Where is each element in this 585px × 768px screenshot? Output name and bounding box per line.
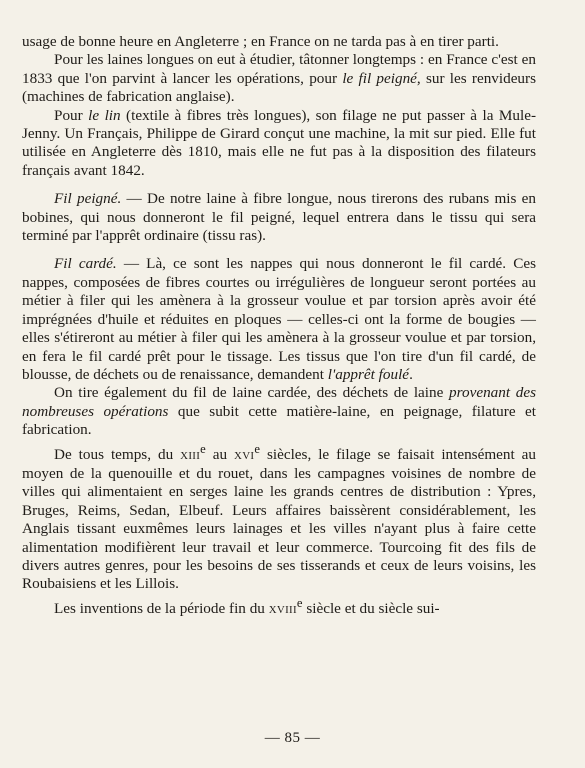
text-run: au <box>205 445 235 463</box>
italic-run: le fil peigné <box>342 69 417 87</box>
paragraph <box>22 190 536 245</box>
page-number: — 85 — <box>264 730 321 746</box>
paragraph <box>22 594 536 619</box>
italic-run: provenant des nombreuses opérations <box>22 384 536 420</box>
text-run: De tous temps, du <box>54 445 181 463</box>
small-caps-run: XVIII <box>268 603 297 616</box>
text-run: usage de bonne heure en Angleterre ; en France on ne tarda pas à en tirer parti. <box>22 33 499 50</box>
paragraph <box>22 440 536 594</box>
small-caps-run: XIII <box>180 449 201 462</box>
italic-run: Fil peigné. <box>54 190 122 208</box>
page-body <box>22 33 536 619</box>
small-caps-run: XVI <box>234 449 255 462</box>
paragraph <box>22 384 536 439</box>
text-run: . <box>409 365 413 383</box>
superscript: e <box>296 595 303 610</box>
text-run: On tire également du fil de laine cardée, des déchets de laine <box>54 384 450 402</box>
italic-run: Fil cardé. <box>54 255 117 273</box>
text-run: que subit cette matière-laine, en peignage, filature et fabrication. <box>22 402 536 439</box>
paragraph <box>22 33 536 51</box>
text-run: siècle et du siècle sui- <box>302 599 440 617</box>
text-run: (textile à fibres très longues), son filage ne put passer à la Mule-Jenny. Un Français, Philippe de Girard conçut une machine, la mit sur pied. Elle fut utilisée en Angleterre dès 1810, mais elle ne fut pas à la disposition des filateurs français avant 1842. <box>22 106 537 179</box>
superscript: e <box>200 441 206 456</box>
text-run: Pour les laines longues on eut à étudier, tâtonner longtemps : en France c'est en 1833 que l'on parvint à lancer les opérations, pour <box>22 51 536 87</box>
text-run: siècles, le filage se faisait intensément au moyen de la quenouille et du rouet, dans les campagnes voisines de nombre de villes qui alimentaient en serges laine les grands centres de distribution : Ypres, Bruges, Reims, Sedan, Elbeuf. Leurs affaires baissèrent considérablement, les Anglais tissant euxmêmes leurs lainages et les villes n'ayant plus à faire cette alimentation modifièrent leur travail et leur commerce. Tourcoing fit des fils de divers autres genres, pour les besoins de ses tisserands et ceux de leurs voisins, les Roubaisiens et les Lillois. <box>22 445 536 593</box>
superscript: e <box>254 441 260 456</box>
text-run: — De notre laine à fibre longue, nous tirerons des rubans mis en bobines, qui nous donneront le fil peigné, lequel entrera dans le tissu qui sera terminé par l'apprêt ordinaire (tissu ras). <box>22 190 536 245</box>
paragraph <box>22 255 536 384</box>
italic-run: le lin <box>88 106 121 124</box>
italic-run: l'apprêt foulé <box>327 365 410 383</box>
text-run: — Là, ce sont les nappes qui nous donneront le fil cardé. Ces nappes, composées de fibres courtes ou irrégulières de longueur seront portées au métier à filer qui les amènera à la grosseur voulue et par torsion après avoir été imprégnées d'huile et réduites en ploques — celles-ci ont la forme de bougies — elles s'étireront au métier à filer qui les amènera à la grosseur voulue et par torsion, en fera le fil cardé prêt pour le tissage. Les tissus que l'on tire d'un fil cardé, de blousse, de déchets ou de renaissance, demandent <box>22 255 537 383</box>
paragraph <box>22 51 536 106</box>
paragraph <box>22 107 536 181</box>
text-run: Les inventions de la période fin du <box>54 599 269 617</box>
text-run: Pour <box>54 106 89 124</box>
text-run: , sur les renvideurs (machines de fabrication anglaise). <box>22 69 536 106</box>
